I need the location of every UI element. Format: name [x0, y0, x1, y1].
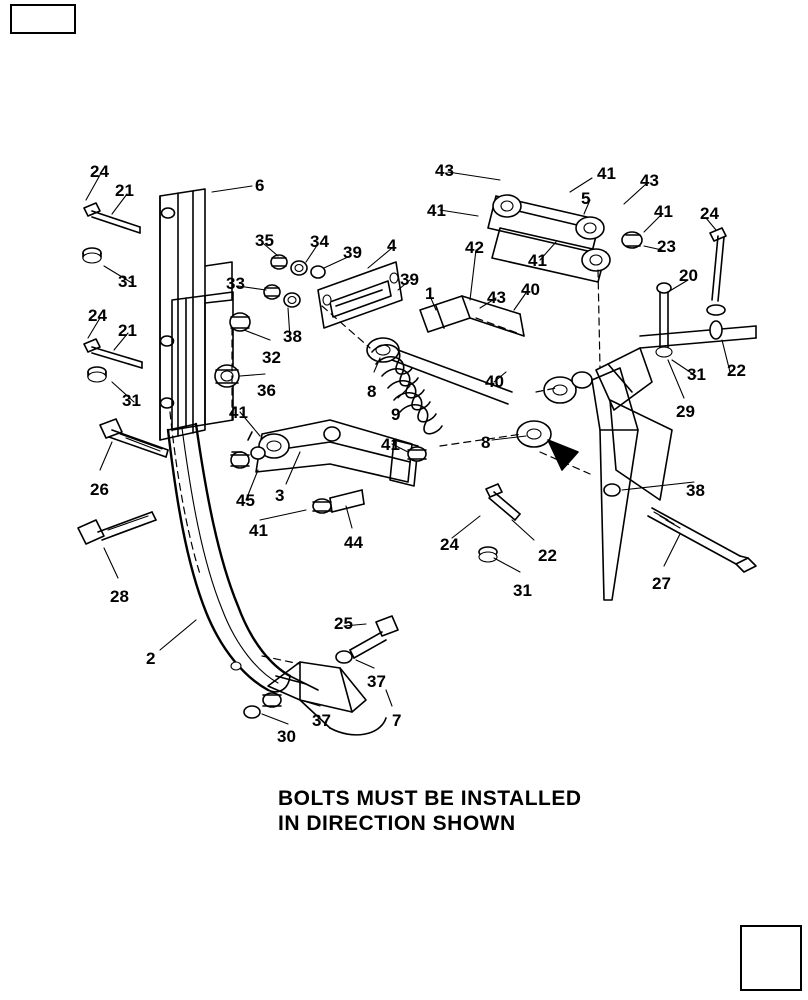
callout-number: 8: [367, 382, 377, 401]
long-bolt-item-27: [604, 481, 756, 572]
shank-curved-tine: [168, 424, 386, 735]
right-pivot-bracket: [544, 232, 672, 600]
callout-number: 24: [88, 306, 107, 325]
callout-number: 8: [481, 433, 491, 452]
arrow-direction-icon: [740, 925, 802, 991]
callout-number: 40: [521, 280, 540, 299]
callout-number: 33: [226, 274, 245, 293]
callout-number: 37: [367, 672, 386, 691]
callout-number: 24: [440, 535, 459, 554]
callout-number: 41: [654, 202, 673, 221]
bolt-item-28: [78, 512, 156, 544]
arrow-flag-icon: [10, 4, 76, 34]
callout-number: 1: [425, 284, 435, 303]
callout-number: 37: [312, 711, 331, 730]
bolt-assembly-item-25: [244, 616, 398, 718]
callout-number: 41: [427, 201, 446, 220]
callout-number: 25: [334, 614, 353, 633]
callout-number: 24: [700, 204, 719, 223]
callout-number: 32: [262, 348, 281, 367]
callout-number: 38: [283, 327, 302, 346]
callout-number: 31: [513, 581, 532, 600]
bolt-assembly-top-left: [83, 203, 140, 263]
callout-number: 39: [343, 243, 362, 262]
callout-number: 36: [257, 381, 276, 400]
callout-number: 22: [727, 361, 746, 380]
callout-number: 24: [90, 162, 109, 181]
callout-number: 41: [528, 251, 547, 270]
upper-link-arm-item-5: [488, 195, 610, 282]
callout-number: 26: [90, 480, 109, 499]
callout-number: 43: [640, 171, 659, 190]
fastener-cluster-lower-left: [231, 432, 265, 468]
bolt-item-26: [100, 419, 168, 457]
callout-number: 28: [110, 587, 129, 606]
callout-number: 34: [310, 232, 329, 251]
callout-number: 41: [381, 435, 400, 454]
callout-number: 43: [435, 161, 454, 180]
callout-number: 31: [122, 391, 141, 410]
leader-lines: [86, 172, 730, 724]
callout-number: 3: [275, 486, 285, 505]
compression-spring: [367, 296, 551, 447]
callout-number: 21: [118, 321, 137, 340]
callout-number: 31: [118, 272, 137, 291]
callout-number: 41: [597, 164, 616, 183]
callout-number: 4: [387, 236, 397, 255]
callout-number: 29: [676, 402, 695, 421]
callout-number: 40: [485, 372, 504, 391]
installation-note-line-1: BOLTS MUST BE INSTALLED: [278, 787, 582, 810]
main-upright-bracket: [160, 189, 233, 440]
callout-number: 7: [392, 711, 402, 730]
callout-number: 22: [538, 546, 557, 565]
callout-number: 9: [391, 405, 401, 424]
slotted-plate-item-4: [318, 262, 402, 328]
callout-number: 41: [229, 403, 248, 422]
callout-number: 42: [465, 238, 484, 257]
lower-link-arm-item-3: [256, 420, 426, 486]
callout-number: 41: [249, 521, 268, 540]
callout-number: 23: [657, 237, 676, 256]
callout-number: 35: [255, 231, 274, 250]
callout-number: 31: [687, 365, 706, 384]
callout-number: 27: [652, 574, 671, 593]
callout-number: 20: [679, 266, 698, 285]
pin-item-44: [313, 490, 364, 513]
callout-number: 5: [581, 189, 591, 208]
callout-number: 43: [487, 288, 506, 307]
bolt-assembly-lower-middle: [479, 484, 520, 562]
callout-number: 44: [344, 533, 363, 552]
callout-number: 38: [686, 481, 705, 500]
installation-note-line-2: IN DIRECTION SHOWN: [278, 812, 516, 835]
callout-number: 21: [115, 181, 134, 200]
bolt-assembly-mid-left: [84, 339, 142, 382]
callout-number: 45: [236, 491, 255, 510]
callout-number: 39: [400, 270, 419, 289]
callout-number: 6: [255, 176, 265, 195]
callout-number: 2: [146, 649, 156, 668]
callout-number: 30: [277, 727, 296, 746]
cross-rod-item-20: [640, 321, 756, 348]
